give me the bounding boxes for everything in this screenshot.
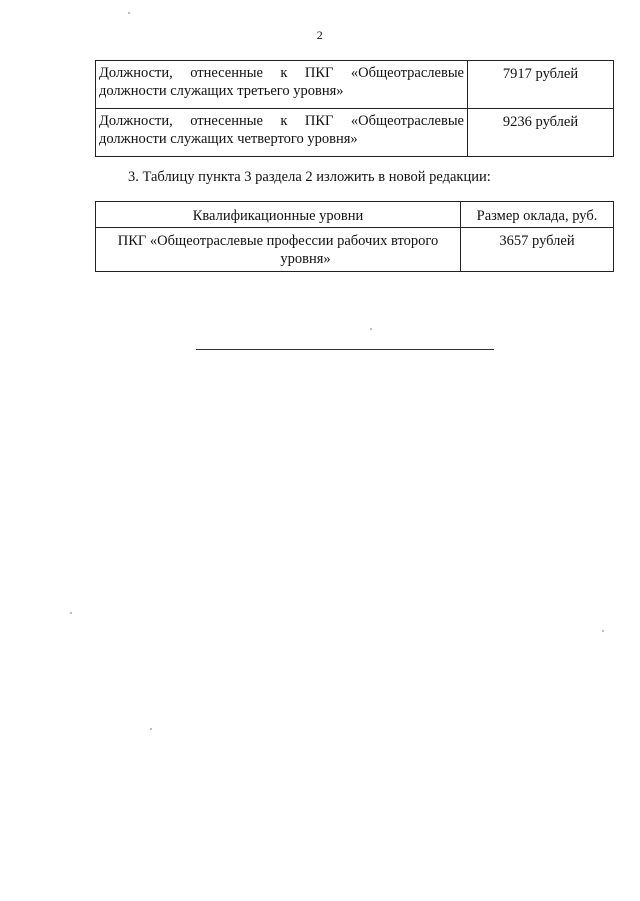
- header-salary-size: Размер оклада, руб.: [461, 202, 614, 228]
- closing-rule: [196, 349, 494, 350]
- qualification-name-cell: [96, 228, 461, 272]
- scan-speck: [128, 12, 130, 14]
- qualification-name-line2: уровня»: [280, 251, 331, 267]
- position-name-line1: Должности, отнесенные к ПКГ «Общеотраслевые: [99, 65, 464, 81]
- salary-cell: 7917 рублей: [468, 61, 614, 109]
- table-row: [96, 228, 614, 272]
- position-name-line2: должности служащих четвертого уровня»: [99, 131, 358, 147]
- amendment-paragraph: 3. Таблицу пункта 3 раздела 2 изложить в новой редакции:: [128, 169, 491, 185]
- page-number: 2: [316, 28, 324, 42]
- salary-cell: 9236 рублей: [468, 109, 614, 157]
- salary-cell: 3657 рублей: [461, 228, 614, 272]
- header-qualification-levels: Квалификационные уровни: [96, 202, 461, 228]
- qualification-salary-table: [95, 201, 614, 272]
- scan-speck: [70, 612, 72, 614]
- position-name-cell: [96, 61, 468, 109]
- positions-salary-table: [95, 60, 614, 157]
- scan-speck: [370, 328, 372, 330]
- position-name-line2: должности служащих третьего уровня»: [99, 83, 344, 99]
- table-row: [96, 109, 614, 157]
- qualification-name-line1: ПКГ «Общеотраслевые профессии рабочих второго: [117, 233, 439, 249]
- table-row: [96, 61, 614, 109]
- table-header-row: [96, 202, 614, 228]
- scan-speck: [150, 728, 152, 730]
- position-name-cell: [96, 109, 468, 157]
- position-name-line1: Должности, отнесенные к ПКГ «Общеотраслевые: [99, 113, 464, 129]
- scan-speck: [602, 630, 604, 632]
